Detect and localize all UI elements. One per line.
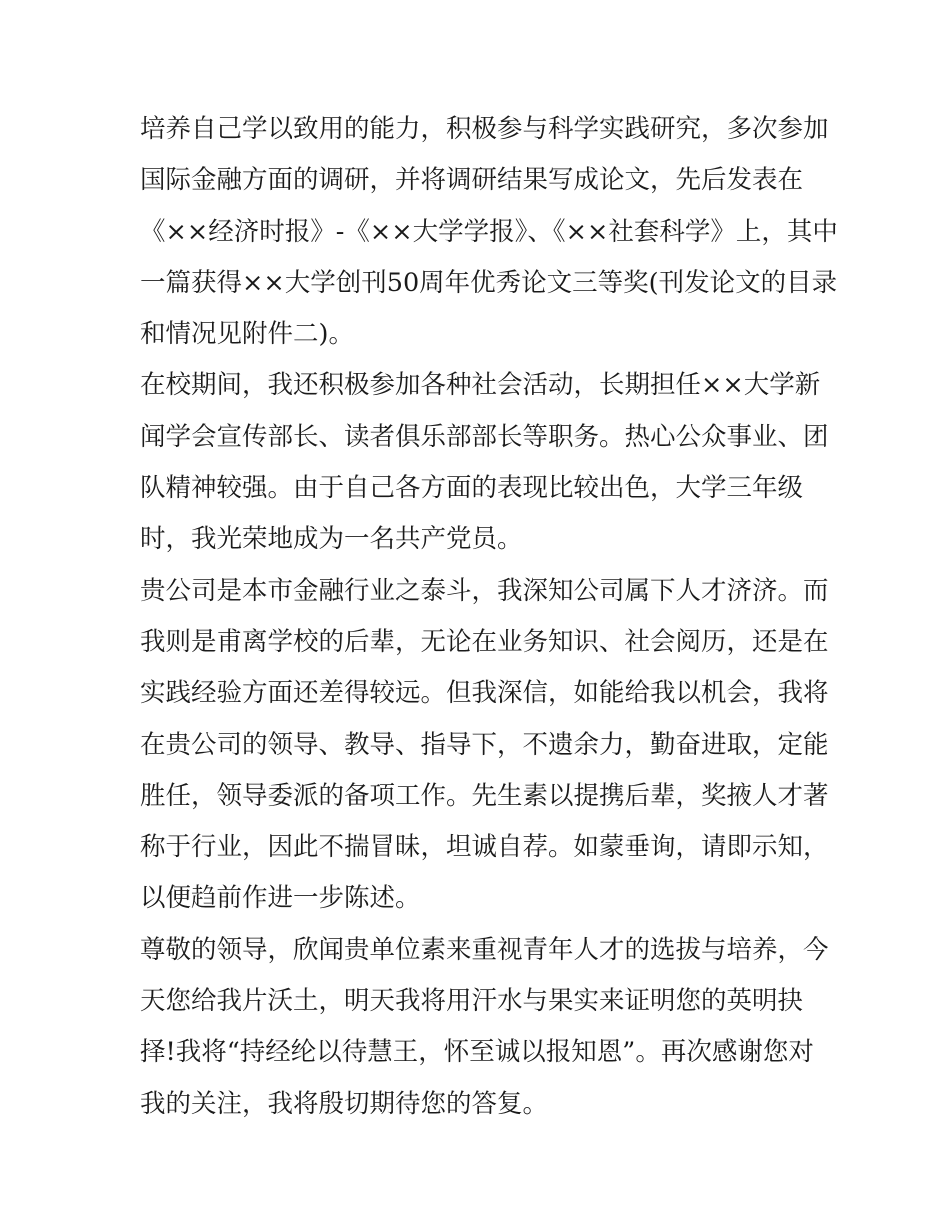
text-line: 和情况见附件二)。 <box>140 319 354 350</box>
text-line: 胜任，领导委派的备项工作。先生素以提携后辈，奖掖人才著 <box>140 780 829 811</box>
text-line: 时，我光荣地成为一名共产党员。 <box>140 524 523 555</box>
text-line: 在校期间，我还积极参加各种社会活动，长期担任××大学新 <box>140 370 821 401</box>
text-line: 队精神较强。由于自己各方面的表现比较出色，大学三年级 <box>140 473 804 504</box>
text-line: 择!我将“持经纶以待慧王，怀至诚以报知恩”。再次感谢您对 <box>140 1037 814 1068</box>
text-line: 《××经济时报》-《××大学学报》、《××社套科学》上，其中 <box>140 216 838 247</box>
text-line: 天您给我片沃土，明天我将用汗水与果实来证明您的英明抉 <box>140 986 804 1017</box>
text-line: 培养自己学以致用的能力，积极参与科学实践研究，多次参加 <box>140 114 829 144</box>
text-line: 尊敬的领导，欣闻贵单位素来重视青年人才的选拔与培养，今 <box>140 934 829 965</box>
text-line: 国际金融方面的调研，并将调研结果写成论文，先后发表在 <box>140 165 804 196</box>
text-line: 我则是甫离学校的后辈，无论在业务知识、社会阅历，还是在 <box>140 626 829 657</box>
text-line: 在贵公司的领导、教导、指导下，不遗余力，勤奋进取，定能 <box>140 729 829 760</box>
text-line: 一篇获得××大学创刊50周年优秀论文三等奖(刊发论文的目录 <box>140 267 838 298</box>
text-line: 实践经验方面还差得较远。但我深信，如能给我以机会，我将 <box>140 678 829 709</box>
letter-body <box>140 104 838 1130</box>
text-line: 以便趋前作进一步陈述。 <box>140 883 421 914</box>
text-line: 我的关注，我将殷切期待您的答复。 <box>140 1088 549 1119</box>
text-line: 称于行业，因此不揣冒昧，坦诚自荐。如蒙垂询，请即示知， <box>140 832 829 863</box>
text-line: 闻学会宣传部长、读者俱乐部部长等职务。热心公众事业、团 <box>140 421 829 452</box>
text-line: 贵公司是本市金融行业之泰斗，我深知公司属下人才济济。而 <box>140 575 829 606</box>
